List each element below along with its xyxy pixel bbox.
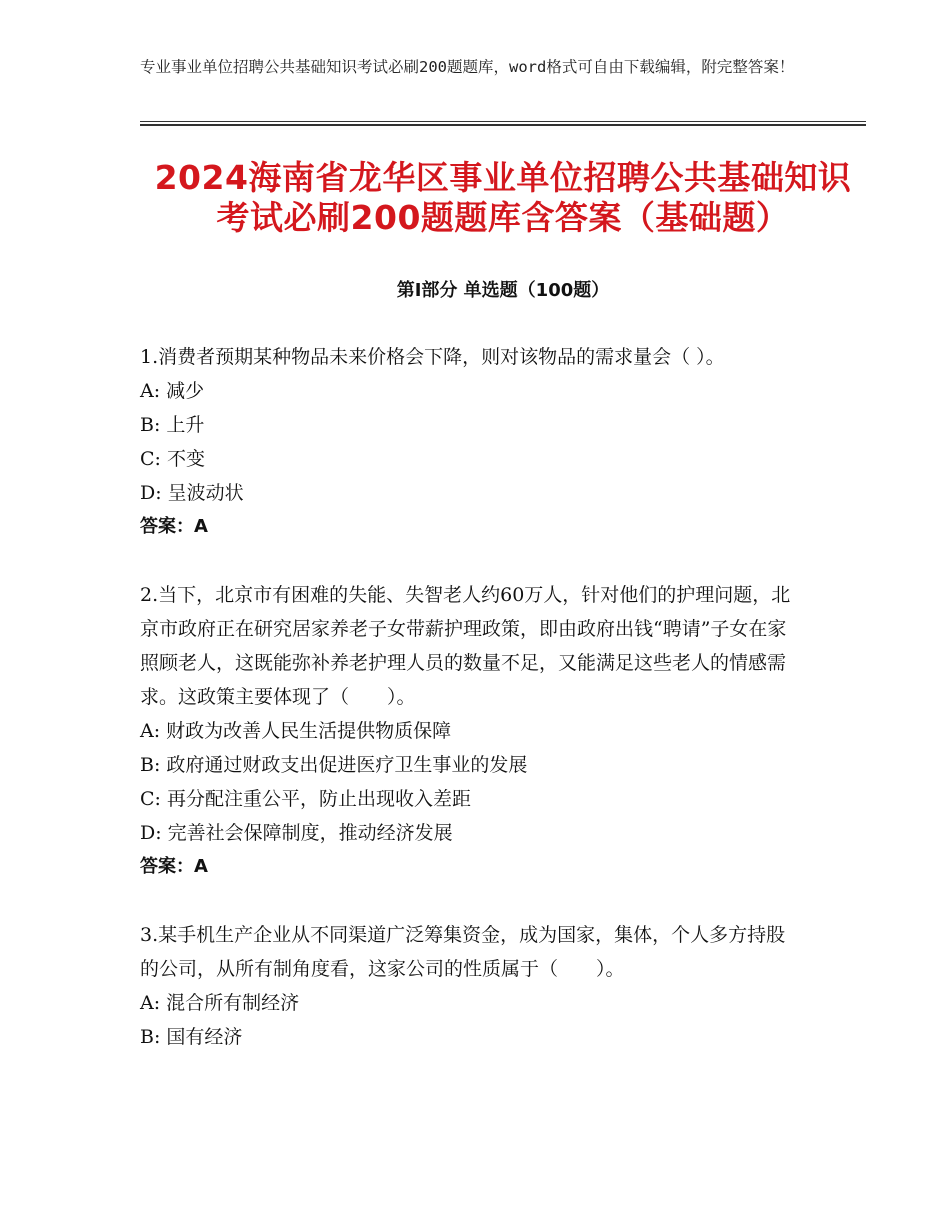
answer-label: 答案：A: [140, 856, 208, 877]
option-b: B: 国有经济: [140, 1026, 243, 1048]
section-heading: 第Ⅰ部分 单选题（100题）: [396, 280, 610, 301]
question-list: [140, 340, 804, 1088]
option-a: A: 财政为改善人民生活提供物质保障: [140, 720, 452, 742]
header-rule-thin: [140, 121, 866, 122]
document-title: 2024海南省龙华区事业单位招聘公共基础知识考试必刷200题题库含答案（基础题）: [154, 158, 852, 237]
option-c: C: 再分配注重公平，防止出现收入差距: [140, 788, 471, 810]
option-d: D: 呈波动状: [140, 482, 244, 504]
option-a: A: 混合所有制经济: [140, 992, 300, 1014]
question-1: [140, 340, 804, 544]
answer-label: 答案：A: [140, 516, 208, 537]
option-b: B: 政府通过财政支出促进医疗卫生事业的发展: [140, 754, 528, 776]
question-2: [140, 578, 804, 884]
header-note: 专业事业单位招聘公共基础知识考试必刷200题题库，word格式可自由下载编辑，附完整答案！: [140, 58, 795, 76]
question-stem: 2.当下，北京市有困难的失能、失智老人约60万人，针对他们的护理问题，北京市政府正在研究居家养老子女带薪护理政策，即由政府出钱“聘请”子女在家照顾老人，这既能弥补养老护理人员的数量不足，又能满足这些老人的情感需求。这政策主要体现了（ ）。: [140, 584, 791, 708]
question-stem: 3.某手机生产企业从不同渠道广泛筹集资金，成为国家，集体，个人多方持股的公司，从所有制角度看，这家公司的性质属于（ ）。: [140, 924, 786, 980]
header-rule-thick: [140, 124, 866, 126]
question-stem: 1.消费者预期某种物品未来价格会下降，则对该物品的需求量会（ ）。: [140, 346, 725, 368]
option-c: C: 不变: [140, 448, 205, 470]
question-3: [140, 918, 804, 1054]
option-b: B: 上升: [140, 414, 205, 436]
option-d: D: 完善社会保障制度，推动经济发展: [140, 822, 453, 844]
option-a: A: 减少: [140, 380, 205, 402]
